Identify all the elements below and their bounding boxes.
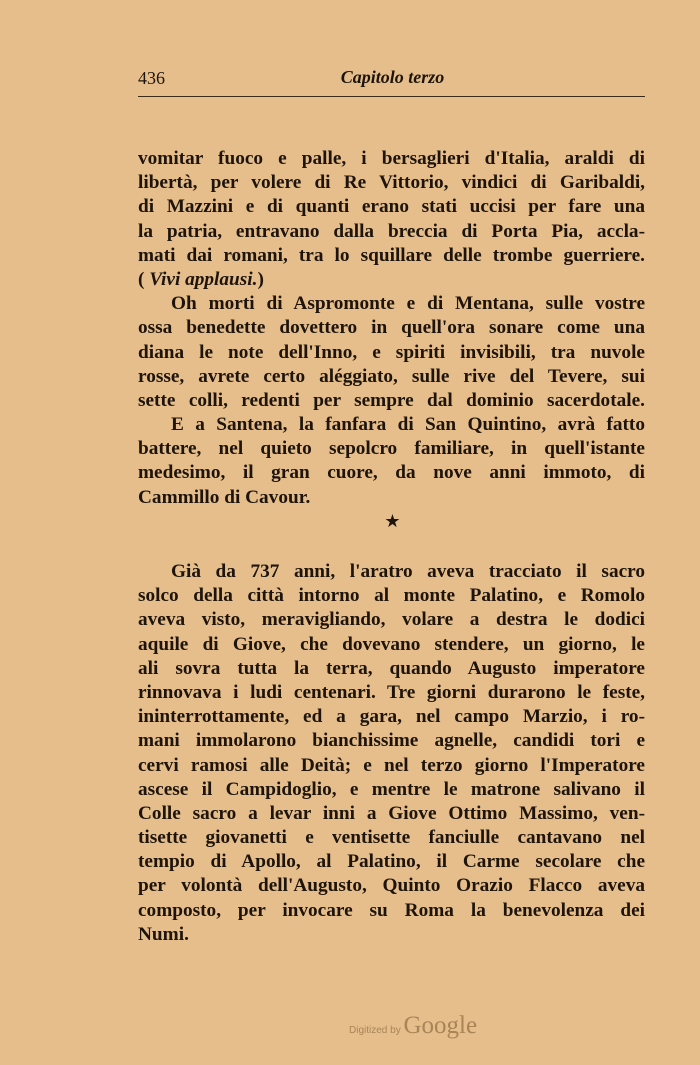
text-block-top	[138, 147, 645, 510]
text-line: vomitar fuoco e palle, i bersaglieri d'Italia, araldi di	[138, 148, 645, 169]
text-line: ossa benedette dovettero in quell'ora sonare come una	[138, 317, 645, 339]
running-title: Capitolo terzo	[340, 67, 445, 87]
digitized-watermark	[349, 1012, 477, 1040]
paren-close: )	[257, 268, 264, 290]
text-line: Colle sacro a levar inni a Giove Ottimo Massimo, ven-	[138, 802, 645, 824]
section-separator-star: ★	[384, 511, 401, 531]
text-line: medesimo, il gran cuore, da nove anni immoto, di	[138, 462, 645, 484]
text-line: tempio di Apollo, al Palatino, il Carme secolare che	[138, 851, 645, 873]
text-line: Già da 737 anni, l'aratro aveva tracciato il sacro	[171, 561, 645, 582]
header-rule	[138, 96, 645, 97]
text-line: aveva visto, meravigliando, volare a destra le dodici	[138, 609, 645, 631]
watermark-brand: Google	[403, 1012, 478, 1039]
text-line: libertà, per volere di Re Vittorio, vindici di Garibaldi,	[138, 172, 645, 194]
text-line: mani immolarono bianchissime agnelle, candidi tori e	[138, 730, 645, 752]
applause-note	[138, 268, 645, 292]
watermark-prefix: Digitized by	[349, 1025, 404, 1036]
text-line: rosse, avrete certo aléggiato, sulle rive del Tevere, sui	[138, 365, 645, 387]
text-line: Oh morti di Aspromonte e di Mentana, sulle vostre	[171, 293, 645, 315]
paren-open: (	[138, 268, 150, 290]
text-line: E a Santena, la fanfara di San Quintino, avrà fatto	[171, 414, 645, 436]
text-line: composto, per invocare su Roma la benevolenza dei	[138, 899, 645, 921]
text-line: rinnovava i ludi centenari. Tre giorni durarono le feste,	[138, 681, 645, 703]
text-line: solco della città intorno al monte Palatino, e Romolo	[138, 585, 645, 607]
text-line: sette colli, redenti per sempre dal dominio sacerdotale.	[138, 389, 645, 411]
text-line: per volontà dell'Augusto, Quinto Orazio Flacco aveva	[138, 875, 645, 897]
text-line: ininterrottamente, ed a gara, nel campo Marzio, i ro-	[138, 706, 645, 728]
applause-text: Vivi applausi.	[149, 268, 258, 290]
text-line: di Mazzini e di quanti erano stati uccisi per fare una	[138, 196, 645, 218]
text-line: ali sovra tutta la terra, quando Augusto imperatore	[138, 657, 645, 679]
text-line: Cammillo di Cavour.	[138, 486, 311, 508]
text-line: diana le note dell'Inno, e spiriti invisibili, tra nuvole	[138, 341, 645, 363]
text-line: mati dai romani, tra lo squillare delle trombe guerriere.	[138, 244, 645, 266]
text-block-bottom	[138, 560, 645, 947]
text-line: la patria, entravano dalla breccia di Porta Pia, accla-	[138, 220, 645, 242]
text-line: cervi ramosi alle Deità; e nel terzo giorno l'Imperatore	[138, 754, 645, 776]
text-line: Numi.	[138, 923, 189, 945]
text-line: aquile di Giove, che dovevano stendere, un giorno, le	[138, 633, 645, 655]
page-number: 436	[138, 68, 165, 88]
text-line: battere, nel quieto sepolcro familiare, in quell'istante	[138, 438, 645, 460]
text-line: tisette giovanetti e ventisette fanciulle cantavano nel	[138, 827, 645, 849]
text-line: ascese il Campidoglio, e mentre le matrone salivano il	[138, 778, 645, 800]
